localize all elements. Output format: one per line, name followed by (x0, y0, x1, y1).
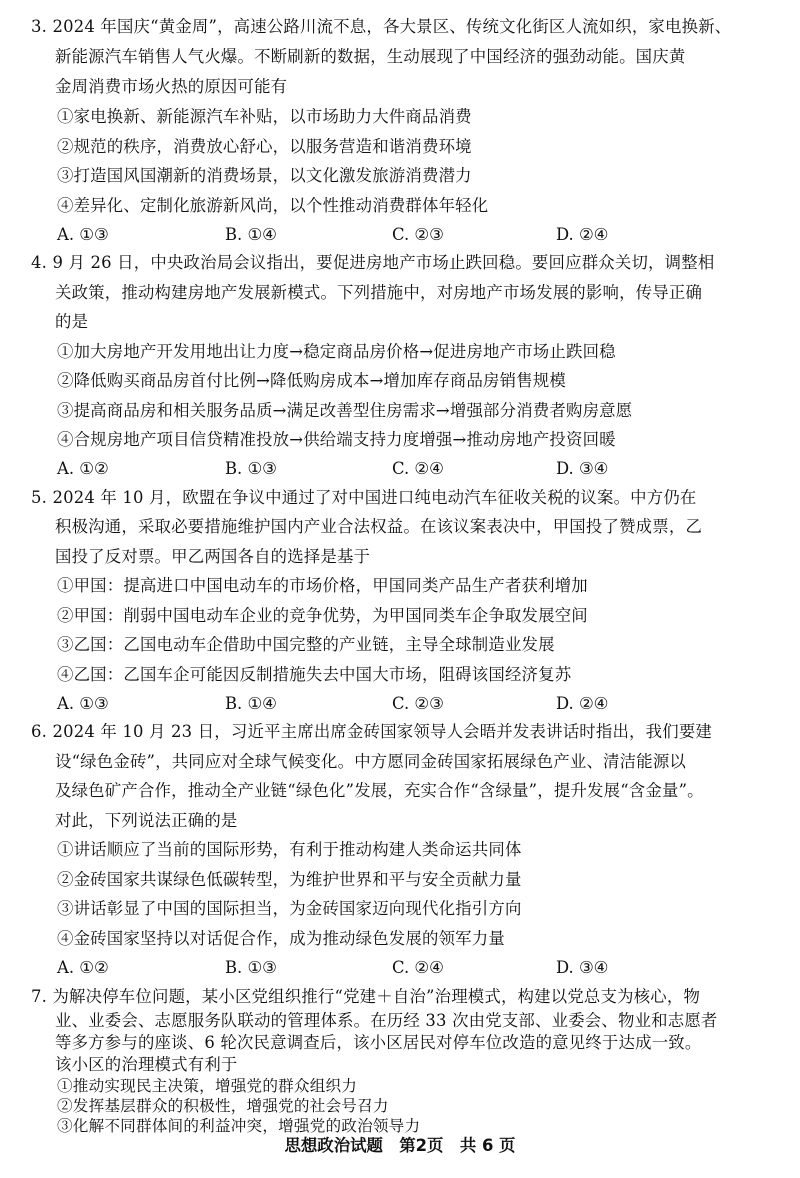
statement-3: ③打造国风国潮新的消费场景，以文化激发旅游消费潜力 (57, 166, 472, 185)
question-stem-line: 国投了反对票。甲乙两国各自的选择是基于 (55, 547, 371, 566)
question-stem-line: 积极沟通，采取必要措施维护国内产业合法权益。在该议案表决中，甲国投了赞成票，乙 (55, 517, 703, 536)
option-a: A. ①③ (57, 225, 109, 244)
statement-2: ②规范的秩序，消费放心舒心，以服务营造和谐消费环境 (57, 137, 472, 156)
option-a: A. ①② (57, 459, 109, 478)
option-c: C. ②④ (392, 958, 444, 977)
statement-1: ①推动实现民主决策，增强党的群众组织力 (57, 1077, 358, 1095)
question-stem-line: 该小区的治理模式有利于 (55, 1055, 238, 1074)
statement-3: ③化解不同群体间的利益冲突，增强党的政治领导力 (57, 1117, 421, 1135)
question-stem-line: 3. 2024 年国庆“黄金周”，高速公路川流不息，各大景区、传统文化街区人流如织，家电换新、 (31, 17, 732, 36)
question-stem-line: 金周消费市场火热的原因可能有 (55, 77, 288, 96)
statement-2: ②金砖国家共谋绿色低碳转型，为维护世界和平与安全贡献力量 (57, 870, 522, 889)
question-stem-line: 业、业委会、志愿服务队联动的管理体系。在历经 33 次由党支部、业委会、物业和志愿者 (55, 1011, 718, 1030)
statement-1: ①讲话顺应了当前的国际形势，有利于推动构建人类命运共同体 (57, 840, 522, 859)
question-stem-line: 7. 为解决停车位问题，某小区党组织推行“党建＋自治”治理模式，构建以党总支为核心，物 (31, 987, 701, 1006)
statement-1: ①家电换新、新能源汽车补贴，以市场助力大件商品消费 (57, 107, 472, 126)
statement-3: ③讲话彰显了中国的国际担当，为金砖国家迈向现代化指引方向 (57, 899, 522, 918)
page-footer: 思想政治试题 第2页 共 6 页 (284, 1136, 516, 1155)
statement-1: ①加大房地产开发用地出让力度→稳定商品房价格→促进房地产市场止跌回稳 (57, 342, 616, 361)
question-stem-line: 4. 9 月 26 日，中央政治局会议指出，要促进房地产市场止跌回稳。要回应群众关切，调整相 (31, 253, 715, 272)
option-a: A. ①③ (57, 694, 109, 713)
question-stem-line: 关政策，推动构建房地产发展新模式。下列措施中，对房地产市场发展的影响，传导正确 (55, 283, 703, 302)
statement-2: ②降低购买商品房首付比例→降低购房成本→增加库存商品房销售规模 (57, 371, 566, 390)
option-d: D. ②④ (556, 694, 609, 713)
question-stem-line: 新能源汽车销售人气火爆。不断刷新的数据，生动展现了中国经济的强劲动能。国庆黄 (55, 47, 686, 66)
option-c: C. ②③ (392, 694, 444, 713)
statement-3: ③提高商品房和相关服务品质→满足改善型住房需求→增强部分消费者购房意愿 (57, 401, 633, 420)
option-d: D. ③④ (556, 958, 609, 977)
option-d: D. ③④ (556, 459, 609, 478)
statement-4: ④乙国：乙国车企可能因反制措施失去中国大市场，阻碍该国经济复苏 (57, 665, 572, 684)
question-stem-line: 6. 2024 年 10 月 23 日，习近平主席出席金砖国家领导人会晤并发表讲话时指出，我们要建 (31, 722, 713, 741)
statement-4: ④差异化、定制化旅游新风尚，以个性推动消费群体年轻化 (57, 196, 489, 215)
question-stem-line: 及绿色矿产合作，推动全产业链“绿色化”发展，充实合作“含绿量”，提升发展“含金量”。 (55, 781, 704, 800)
option-b: B. ①③ (225, 958, 277, 977)
option-c: C. ②③ (392, 225, 444, 244)
statement-2: ②发挥基层群众的积极性，增强党的社会号召力 (57, 1097, 389, 1115)
option-d: D. ②④ (556, 225, 609, 244)
question-stem-line: 的是 (55, 312, 89, 331)
statement-3: ③乙国：乙国电动车企借助中国完整的产业链，主导全球制造业发展 (57, 635, 555, 654)
option-b: B. ①④ (225, 225, 277, 244)
statement-2: ②甲国：削弱中国电动车企业的竞争优势，为甲国同类车企争取发展空间 (57, 606, 588, 625)
statement-4: ④金砖国家坚持以对话促合作，成为推动绿色发展的领军力量 (57, 929, 505, 948)
statement-4: ④合规房地产项目信贷精准投放→供给端支持力度增强→推动房地产投资回暖 (57, 430, 616, 449)
question-stem-line: 设“绿色金砖”，共同应对全球气候变化。中方愿同金砖国家拓展绿色产业、清洁能源以 (55, 752, 687, 771)
option-c: C. ②④ (392, 459, 444, 478)
option-b: B. ①④ (225, 694, 277, 713)
option-b: B. ①③ (225, 459, 277, 478)
question-stem-line: 5. 2024 年 10 月，欧盟在争议中通过了对中国进口纯电动汽车征收关税的议案。中方仍在 (31, 488, 697, 507)
question-stem-line: 对此，下列说法正确的是 (55, 811, 238, 830)
option-a: A. ①② (57, 958, 109, 977)
statement-1: ①甲国：提高进口中国电动车的市场价格，甲国同类产品生产者获利增加 (57, 576, 588, 595)
question-stem-line: 等多方参与的座谈、6 轮次民意调查后，该小区居民对停车位改造的意见终于达成一致。 (55, 1033, 702, 1052)
